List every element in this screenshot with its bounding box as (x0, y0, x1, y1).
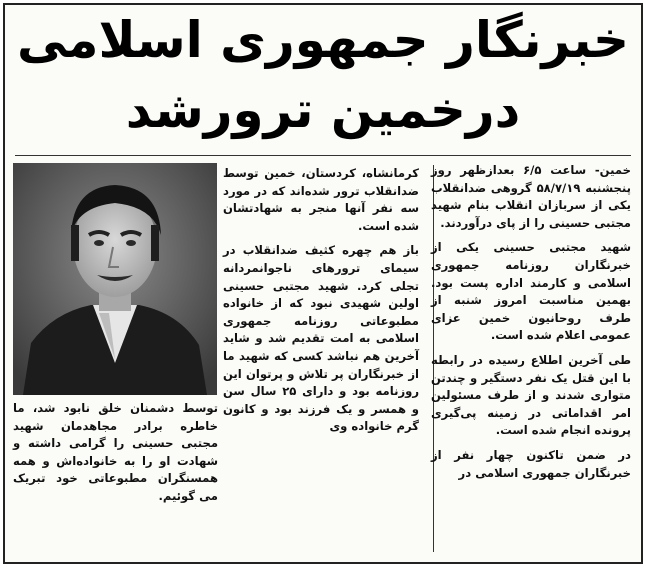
portrait-photo (13, 163, 217, 395)
paragraph: توسط دشمنان خلق نابود شد، ما خاطره برادر مجاهدمان شهید مجتبی حسینی را گرامی داشته و شهادت او را به خانواده‌اش و همه همسنگران مطبوعاتی خود تبریک می گوئیم. (13, 401, 218, 503)
headline-divider (15, 155, 631, 156)
article-column-middle (223, 165, 419, 443)
newspaper-clipping (3, 3, 643, 564)
headline-line-1: خبرنگار جمهوری اسلامی (16, 11, 630, 69)
article-column-left (13, 400, 218, 513)
paragraph: کرمانشاه، کردستان، خمین توسط ضدانقلاب ترور شده‌اند که در مورد سه نفر آنها منجر به شهادتشان شده است. (223, 166, 419, 233)
paragraph: شهید مجتبی حسینی یکی از خبرنگاران روزنامه جمهوری اسلامی و کارمند اداره پست بود. بهمین مناسبت امروز شنبه از طرف روحانیون خمین عزای عمومی اعلام شده است. (431, 240, 631, 343)
paragraph: در ضمن تاکنون چهار نفر از خبرنگاران جمهوری اسلامی در (431, 447, 631, 480)
headline-line-2: درخمین ترورشد (125, 81, 521, 139)
article-column-right (431, 162, 631, 489)
paragraph: خمین- ساعت ۶/۵ بعدازظهر روز پنجشنبه ۵۸/۷/۱۹ گروهی ضدانقلاب یکی از سربازان انقلاب بنام شهید مجتبی حسینی را از پای درآوردند. (431, 163, 632, 230)
paragraph: طی آخرین اطلاع رسیده در رابطه با این قتل یک نفر دستگیر و چندتن متواری شدند و از طرف مسئولین امر اقداماتی در زمینه پی‌گیری پرونده انجام شده است. (431, 352, 631, 438)
paragraph: باز هم چهره کثیف ضدانقلاب در سیمای ترورهای ناجوانمردانه تجلی کرد. شهید مجتبی حسینی اولین شهیدی نبود که از خانواده مطبوعاتی روزنامه جمهوری اسلامی به امت تقدیم شد و شاید آخرین هم نباشد کسی که شهید ما از خبرنگاران پر تلاش و پرتوان این روزنامه بود و دارای ۲۵ سال سن و همسر و یک فرزند بود و کانون گرم خانواده وی (223, 243, 419, 434)
